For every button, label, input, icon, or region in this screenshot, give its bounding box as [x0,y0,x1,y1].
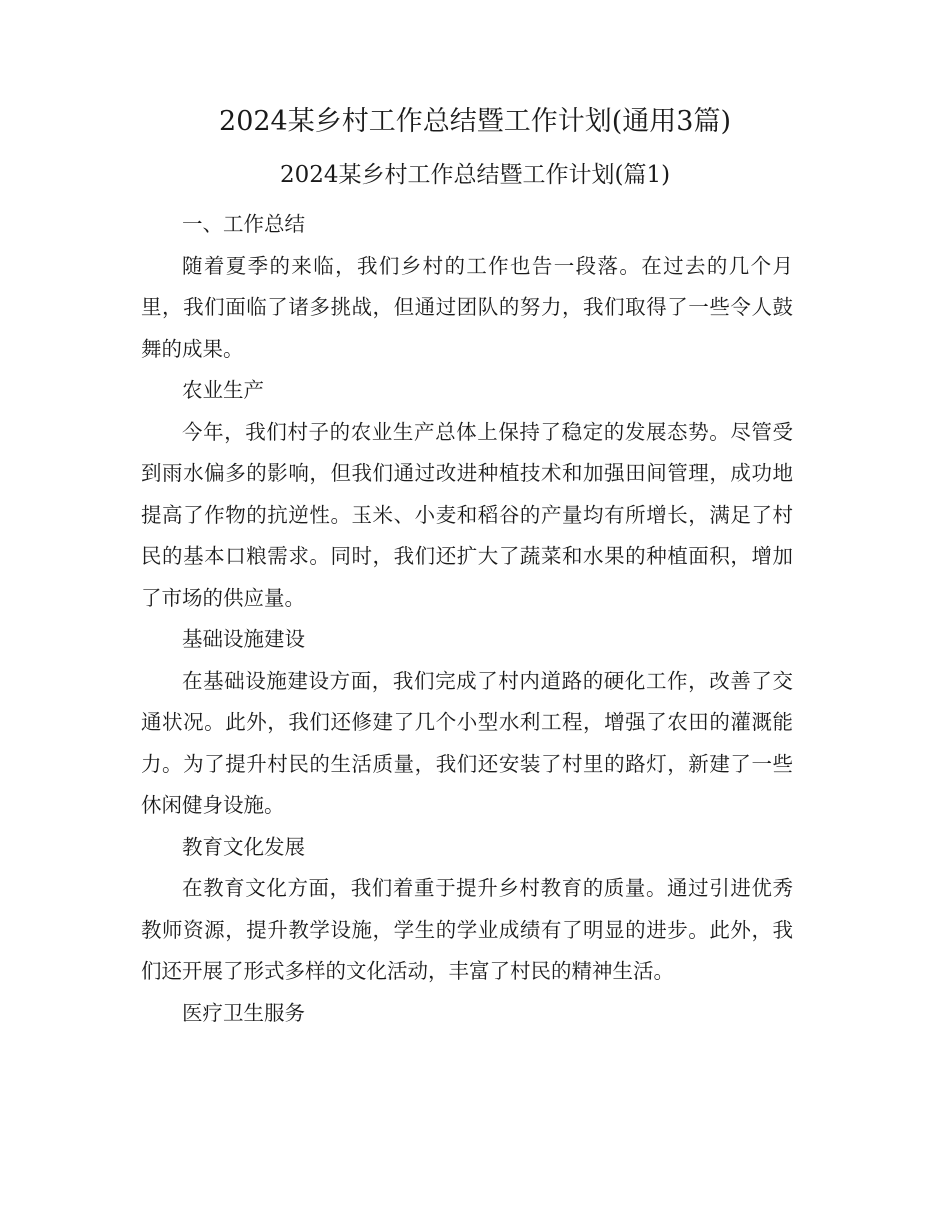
heading-agriculture: 农业生产 [182,378,264,402]
part-heading: 一、工作总结 [182,212,305,236]
heading-education: 教育文化发展 [182,834,305,859]
paragraph-education: 在教育文化方面，我们着重于提升乡村教育的质量。通过引进优秀教师资源，提升教学设施，学生的学业成绩有了明显的进步。此外，我们还开展了形式多样的文化活动，丰富了村民的精神生活。 [141,876,793,983]
section-title: 2024某乡村工作总结暨工作计划(篇1) [279,162,671,188]
heading-medical: 医疗卫生服务 [182,1000,305,1025]
document-body [141,204,793,1034]
paragraph-agriculture: 今年，我们村子的农业生产总体上保持了稳定的发展态势。尽管受到雨水偏多的影响，但我们通过改进种植技术和加强田间管理，成功地提高了作物的抗逆性。玉米、小麦和稻谷的产量均有所增长，满足了村民的基本口粮需求。同时，我们还扩大了蔬菜和水果的种植面积，增加了市场的供应量。 [141,419,793,610]
document-title: 2024某乡村工作总结暨工作计划(通用3篇) [219,106,731,137]
paragraph-infrastructure: 在基础设施建设方面，我们完成了村内道路的硬化工作，改善了交通状况。此外，我们还修建了几个小型水利工程，增强了农田的灌溉能力。为了提升村民的生活质量，我们还安装了村里的路灯，新建了一些休闲健身设施。 [141,668,793,817]
intro-paragraph: 随着夏季的来临，我们乡村的工作也告一段落。在过去的几个月里，我们面临了诸多挑战，但通过团队的努力，我们取得了一些令人鼓舞的成果。 [141,253,793,361]
heading-infrastructure: 基础设施建设 [182,627,305,651]
